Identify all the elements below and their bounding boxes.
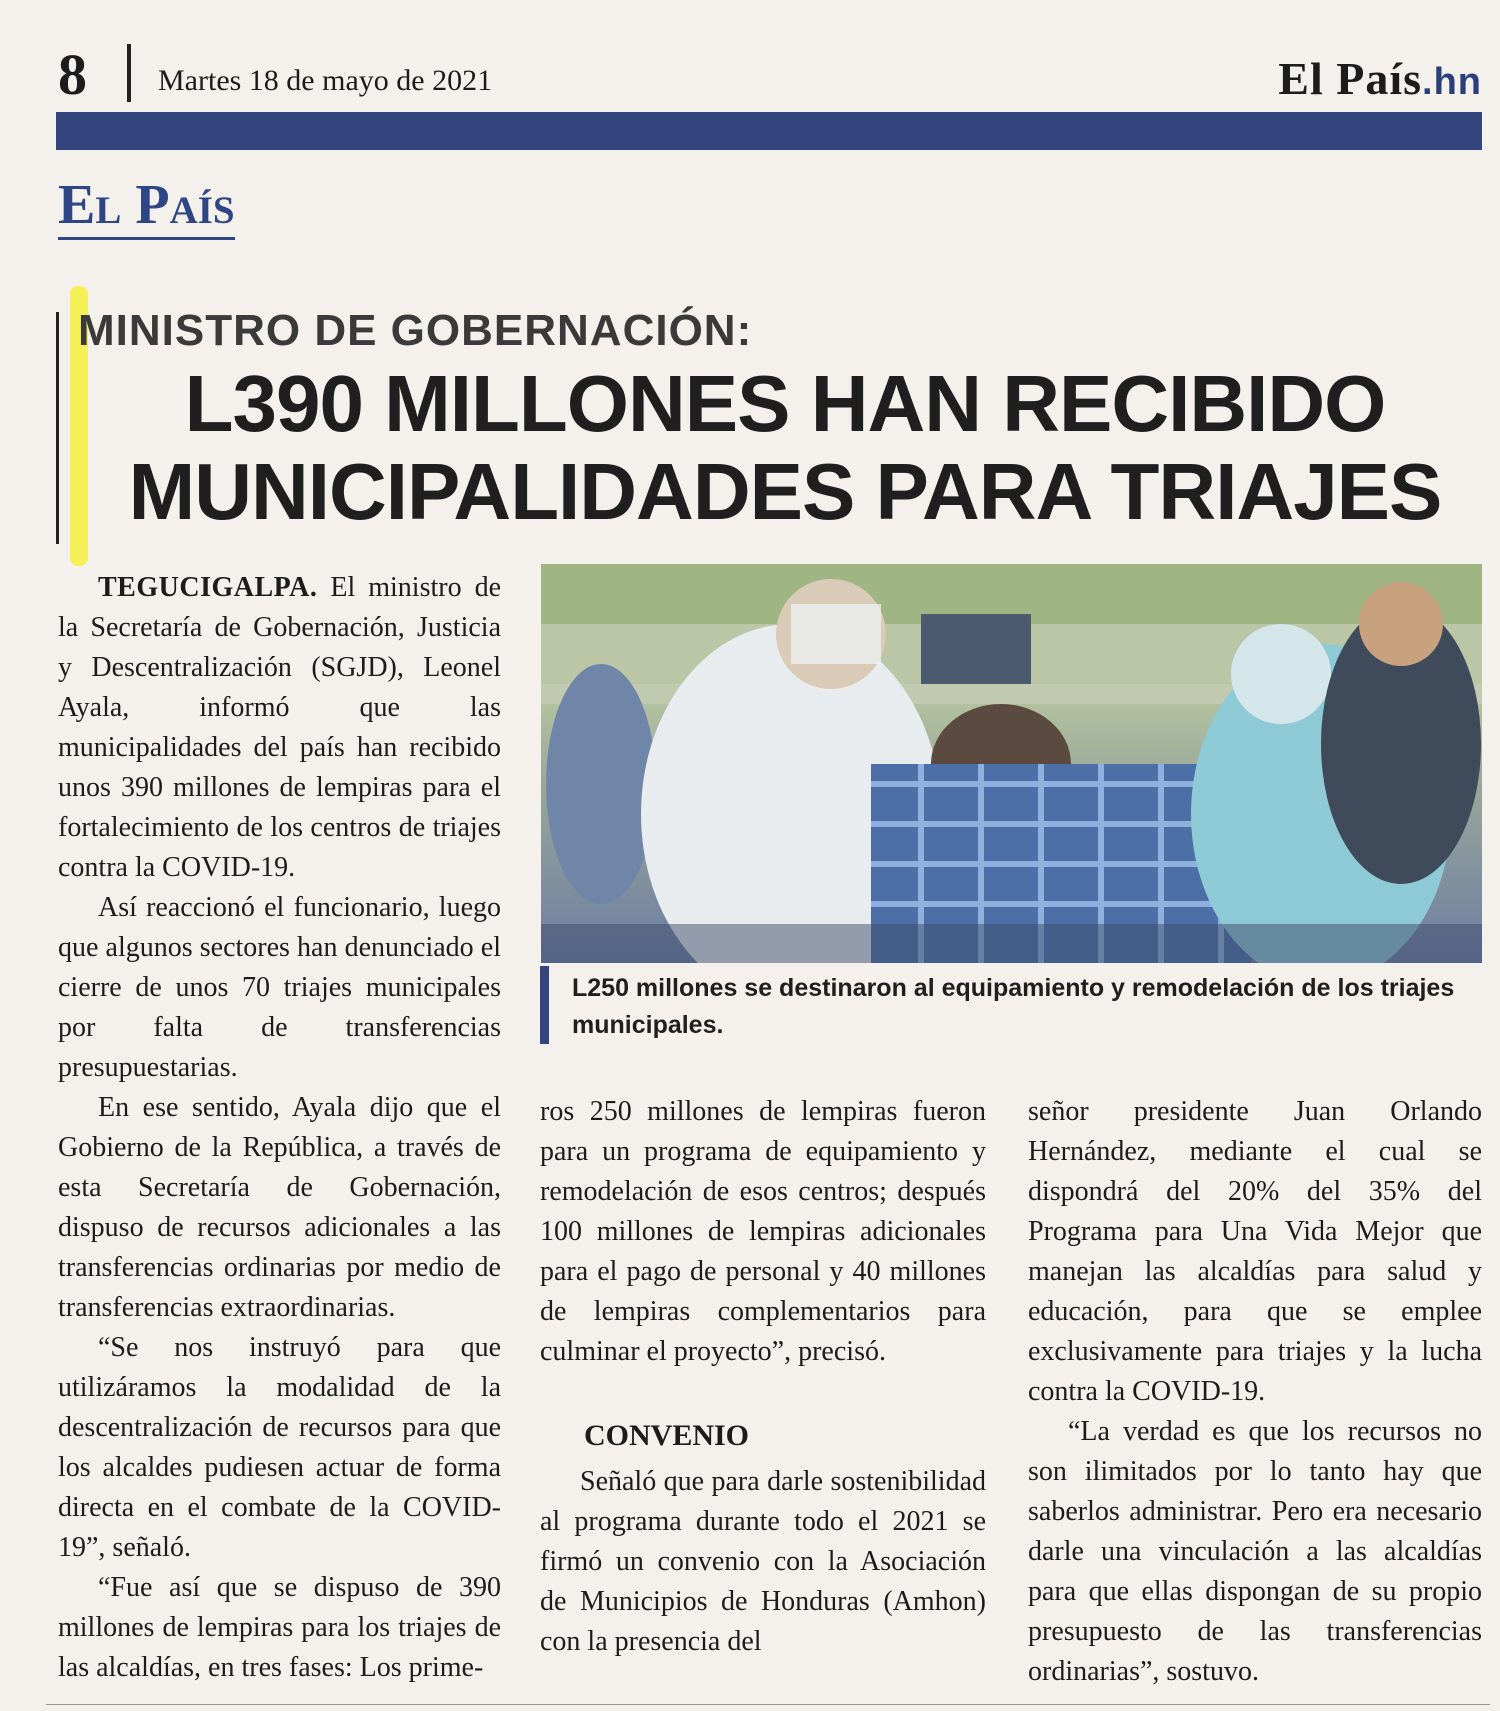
article-column-1 [58,568,501,1688]
paragraph-1 [58,568,501,888]
caption-bar [540,966,549,1044]
bottom-rule [46,1704,1490,1705]
article-photo [541,564,1482,963]
photo-caption: L250 millones se destinaron al equipamiento y remodelación de los triajes municipales. [572,974,1455,1039]
paragraph-7: Señaló que para darle sostenibilidad al programa durante todo el 2021 se firmó un convenio con la Asociación de Municipios de Honduras (Amhon) con la presencia del [540,1466,986,1657]
paragraph-3: En ese sentido, Ayala dijo que el Gobierno de la República, a través de esta Secretaría de Gobernación, dispuso de recursos adicionales a las transferencias ordinarias por medio de transferencias extraordinarias. [58,1092,501,1323]
headline-kicker: MINISTRO DE GOBERNACIÓN: [78,306,753,355]
article-column-2 [540,1092,986,1662]
brand-logo [1278,53,1482,104]
masthead-bar [56,112,1482,150]
dateline: TEGUCIGALPA. [98,572,318,603]
brand-name: El País [1278,53,1423,104]
paragraph-5: “Fue así que se dispuso de 390 millones de lempiras para los triajes de las alcaldías, en tres fases: Los prime- [58,1572,501,1683]
issue-date: Martes 18 de mayo de 2021 [158,64,493,97]
article-column-3 [1028,1092,1482,1692]
subhead-convenio: CONVENIO [584,1419,750,1452]
paragraph-4: “Se nos instruyó para que utilizáramos la modalidad de la descentralización de recursos para que los alcaldes pudiesen actuar de forma directa en el combate de la COVID-19”, señaló. [58,1332,501,1563]
paragraph-6: ros 250 millones de lempiras fueron para un programa de equipamiento y remodelación de esos centros; después 100 millones de lempiras adicionales para el pago de personal y 40 millones de lempiras complementarios para culminar el proyecto”, precisó. [540,1096,986,1367]
paragraph-1-text: El ministro de la Secretaría de Gobernación, Justicia y Descentralización (SGJD), Leonel Ayala, informó que las municipalidades del país han recibido unos 390 millones de lempiras para el fortalecimiento de los centros de triajes contra la COVID-19. [58,572,501,883]
paragraph-2: Así reaccionó el funcionario, luego que algunos sectores han denunciado el cierre de unos 70 triajes municipales por falta de transferencias presupuestarias. [58,892,501,1083]
masthead-divider [127,44,131,102]
headline-title: L390 MILLONES HAN RECIBIDO MUNICIPALIDADES PARA TRIAJES [128,359,1442,536]
section-label: El País [58,176,235,240]
brand-domain: .hn [1422,61,1482,103]
paragraph-9: “La verdad es que los recursos no son ilimitados por lo tanto hay que saberlos administrar. Pero era necesario darle una vinculación a las alcaldías para que ellas dispongan de su propio presupuesto de las transferencias ordinarias”, sostuvo. [1028,1416,1482,1687]
page-number: 8 [58,42,87,107]
paragraph-8: señor presidente Juan Orlando Hernández, mediante el cual se dispondrá del 20% del 35% del Programa para Una Vida Mejor que manejan las alcaldías para salud y educación, para que se emplee exclusivamente para triajes y la lucha contra la COVID-19. [1028,1096,1482,1407]
headline-rule [56,312,59,544]
photo-illustration [541,564,1482,963]
